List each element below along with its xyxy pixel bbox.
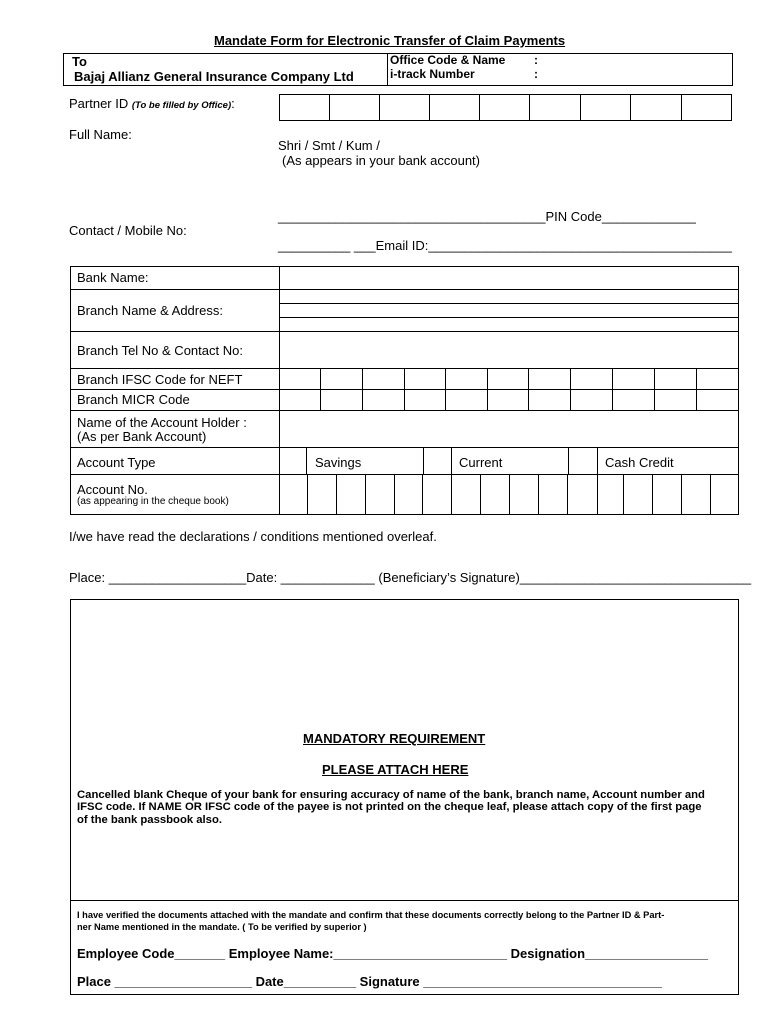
page-title: Mandate Form for Electronic Transfer of Claim Payments xyxy=(214,33,566,48)
mandatory-heading: MANDATORY REQUIREMENT xyxy=(303,731,486,746)
account-no-note: (as appearing in the cheque book) xyxy=(77,496,229,507)
attach-heading: PLEASE ATTACH HERE xyxy=(322,762,469,777)
full-name-note: (As appears in your bank account) xyxy=(282,153,480,168)
mandatory-text-line-1: Cancelled blank Cheque of your bank for ensuring accuracy of name of the bank, branch name, Account number and xyxy=(77,789,705,801)
ifsc-label: Branch IFSC Code for NEFT xyxy=(77,372,243,387)
account-holder-note: (As per Bank Account) xyxy=(77,429,207,444)
branch-address-label: Branch Name & Address: xyxy=(77,303,223,318)
employee-details-line[interactable]: Employee Code_______ Employee Name:________________________ Designation_________________ xyxy=(77,946,708,961)
place-date-signature-line[interactable]: Place: ___________________Date: _____________ (Beneficiary’s Signature)________________________________ xyxy=(69,570,752,585)
full-name-label: Full Name: xyxy=(69,127,132,142)
verification-text-line-2: ner Name mentioned in the mandate. ( To be verified by superior ) xyxy=(77,922,367,932)
contact-email-line[interactable]: __________ ___Email ID:__________________________________________ xyxy=(278,238,732,253)
micr-label: Branch MICR Code xyxy=(77,392,190,407)
account-holder-label: Name of the Account Holder : xyxy=(77,415,247,430)
verifier-place-date-signature-line[interactable]: Place ___________________ Date__________ Signature _________________________________ xyxy=(77,974,662,989)
salutation-text[interactable]: Shri / Smt / Kum / xyxy=(278,138,380,153)
address-pin-line[interactable]: _____________________________________PIN Code_____________ xyxy=(278,209,696,224)
current-option[interactable]: Current xyxy=(459,455,503,470)
declaration-text: I/we have read the declarations / conditions mentioned overleaf. xyxy=(69,529,437,544)
itrack-label: i-track Number xyxy=(390,67,475,81)
partner-id-boxes[interactable] xyxy=(279,94,732,121)
contact-label: Contact / Mobile No: xyxy=(69,223,187,238)
verification-text-line-1: I have verified the documents attached with the mandate and confirm that these documents correctly belong to the Partner ID & Part- xyxy=(77,910,665,920)
itrack-colon: : xyxy=(534,67,538,81)
account-type-label: Account Type xyxy=(77,455,156,470)
savings-option[interactable]: Savings xyxy=(315,455,362,470)
cash-credit-option[interactable]: Cash Credit xyxy=(605,455,674,470)
mandatory-text-line-2: IFSC code. If NAME OR IFSC code of the payee is not printed on the cheque leaf, please attach copy of the first page xyxy=(77,801,702,813)
to-label: To xyxy=(72,54,87,69)
company-name: Bajaj Allianz General Insurance Company Ltd xyxy=(74,69,354,84)
bank-name-label: Bank Name: xyxy=(77,270,149,285)
partner-id-label: Partner ID (To be filled by Office): xyxy=(69,96,235,111)
mandatory-text-line-3: of the bank passbook also. xyxy=(77,814,223,826)
office-code-colon: : xyxy=(534,53,538,67)
office-code-label: Office Code & Name xyxy=(390,53,506,67)
account-no-label: Account No. xyxy=(77,482,148,497)
branch-tel-label: Branch Tel No & Contact No: xyxy=(77,343,243,358)
